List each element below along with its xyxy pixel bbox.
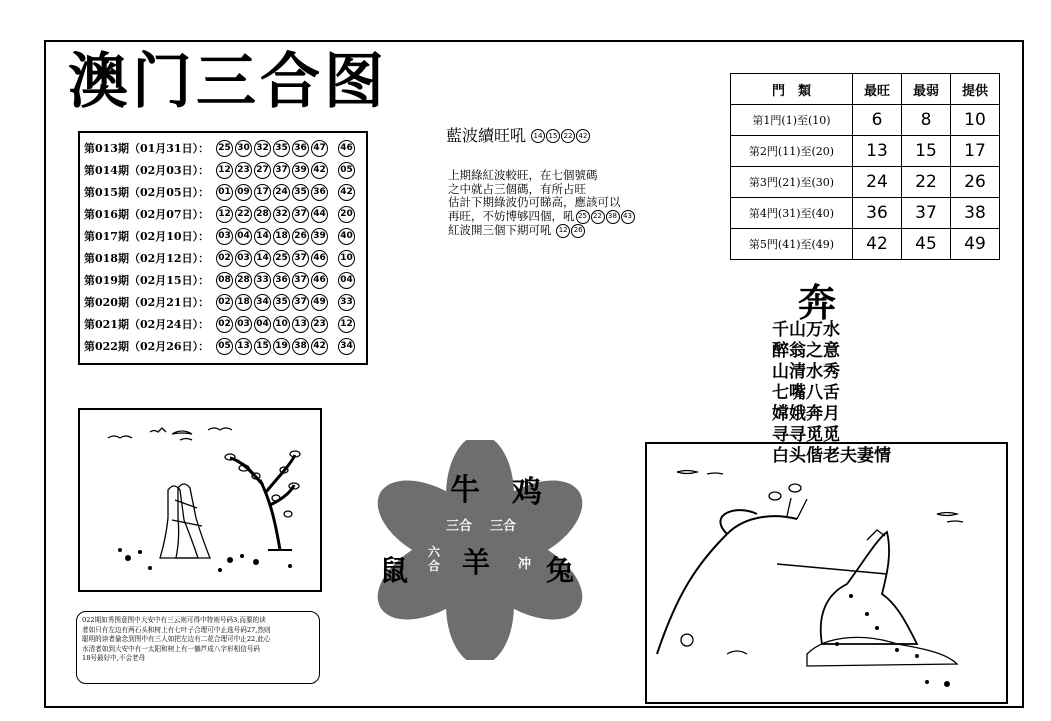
draw-row [84, 159, 362, 181]
number-ball: 46 [311, 250, 328, 267]
number-ball: 18 [273, 228, 290, 245]
draw-label: 第017期（02月10日）： [84, 230, 210, 243]
door-max: 36 [853, 198, 902, 229]
number-ball: 12 [216, 206, 233, 223]
draw-row [84, 313, 362, 335]
door-header-offer: 提供 [951, 74, 1000, 105]
draw-balls [216, 294, 355, 311]
draw-label: 第018期（02月12日）： [84, 252, 210, 265]
number-ball: 22 [235, 206, 252, 223]
door-row [731, 167, 1000, 198]
number-ball: 13 [235, 338, 252, 355]
draw-balls [216, 250, 355, 267]
number-ball: 28 [235, 272, 252, 289]
number-ball: 42 [311, 338, 328, 355]
number-ball: 42 [311, 162, 328, 179]
draw-row [84, 225, 362, 247]
paragraph-line-text: 紅波開三個下期可吼 [448, 222, 552, 237]
number-ball: 37 [292, 272, 309, 289]
number-ball: 03 [216, 228, 233, 245]
number-ball: 46 [311, 272, 328, 289]
door-header-category: 門 類 [731, 74, 853, 105]
poem-line: 寻寻觅觅 [772, 425, 840, 445]
draw-row [84, 335, 362, 357]
number-ball: 32 [273, 206, 290, 223]
door-offer: 10 [951, 105, 1000, 136]
door-row [731, 229, 1000, 260]
door-table [730, 73, 1000, 260]
number-ball: 35 [273, 294, 290, 311]
number-ball: 17 [254, 184, 271, 201]
door-header-max: 最旺 [853, 74, 902, 105]
zodiac-rat: 鼠 [380, 554, 409, 587]
door-row [731, 136, 1000, 167]
notice-box [76, 611, 320, 684]
number-ball: 34 [254, 294, 271, 311]
number-ball: 35 [292, 184, 309, 201]
draw-label: 第015期（02月05日）： [84, 186, 210, 199]
number-ball: 22 [591, 210, 605, 224]
draw-label: 第020期（02月21日）： [84, 296, 210, 309]
door-max: 13 [853, 136, 902, 167]
special-number-ball: 05 [338, 162, 355, 179]
notice-line: 022期如秀图意图中大安中有三云则可得中特则号码3,而要的读 [82, 616, 266, 624]
door-max: 6 [853, 105, 902, 136]
number-ball: 33 [254, 272, 271, 289]
flower-drawing [350, 440, 610, 660]
number-ball: 02 [216, 316, 233, 333]
number-ball: 14 [254, 250, 271, 267]
number-ball: 23 [311, 316, 328, 333]
draw-balls [216, 162, 355, 179]
number-ball: 35 [273, 140, 290, 157]
paragraph-line-text: 再旺，不妨博够四個，吼 [448, 208, 575, 223]
special-number-ball: 33 [338, 294, 355, 311]
special-number-ball: 20 [338, 206, 355, 223]
headline [446, 123, 590, 146]
zodiac-flower [350, 440, 610, 660]
special-number-ball: 40 [338, 228, 355, 245]
number-ball: 14 [254, 228, 271, 245]
number-ball: 19 [273, 338, 290, 355]
number-ball: 25 [273, 250, 290, 267]
number-ball: 27 [254, 162, 271, 179]
door-range: 第3門(21)至(30) [731, 167, 853, 198]
number-ball: 18 [235, 294, 252, 311]
paragraph-line: 上期綠紅波較旺，在七個號碼 [448, 168, 598, 182]
paragraph-balls [555, 223, 585, 237]
door-min: 8 [902, 105, 951, 136]
door-min: 45 [902, 229, 951, 260]
poem-line: 醉翁之意 [772, 341, 840, 361]
notice-line: 聪明的读者偷念到图中有三人如把左边有二花合理可中止22,此心 [82, 635, 271, 644]
number-ball: 42 [576, 129, 590, 143]
liuhe-char: 六 [428, 545, 441, 559]
door-range: 第1門(1)至(10) [731, 105, 853, 136]
notice-line: 水清者如到大安中有一太阳和树上有一躺芦成八字形相信号码 [82, 644, 261, 653]
special-number-ball: 46 [338, 140, 355, 157]
number-ball: 12 [556, 224, 570, 238]
number-ball: 15 [546, 129, 560, 143]
number-ball: 38 [606, 210, 620, 224]
door-max: 24 [853, 167, 902, 198]
sanhe-label-2: 三合 [490, 519, 517, 534]
number-ball: 39 [311, 228, 328, 245]
number-ball: 30 [235, 140, 252, 157]
door-offer: 38 [951, 198, 1000, 229]
door-min: 22 [902, 167, 951, 198]
draw-label: 第021期（02月24日）： [84, 318, 210, 331]
number-ball: 03 [235, 316, 252, 333]
door-row [731, 105, 1000, 136]
draw-balls [216, 272, 355, 289]
headline-text: 藍波續旺吼 [446, 126, 527, 145]
special-number-ball: 42 [338, 184, 355, 201]
illustration-couple-tree [78, 408, 322, 592]
number-ball: 37 [273, 162, 290, 179]
number-ball: 36 [292, 140, 309, 157]
draw-row [84, 181, 362, 203]
draw-label: 第016期（02月07日）： [84, 208, 210, 221]
number-ball: 26 [571, 224, 585, 238]
number-ball: 24 [273, 184, 290, 201]
number-ball: 13 [292, 316, 309, 333]
paragraph-line: 估計下期綠波仍可睇高，應該可以 [448, 195, 621, 209]
door-offer: 49 [951, 229, 1000, 260]
number-ball: 25 [576, 210, 590, 224]
number-ball: 15 [254, 338, 271, 355]
number-ball: 04 [235, 228, 252, 245]
zodiac-ox: 牛 [450, 473, 480, 508]
number-ball: 37 [292, 250, 309, 267]
door-max: 42 [853, 229, 902, 260]
headline-balls [530, 125, 590, 144]
draw-history-box [78, 131, 368, 365]
number-ball: 36 [311, 184, 328, 201]
number-ball: 39 [292, 162, 309, 179]
door-min: 15 [902, 136, 951, 167]
number-ball: 36 [273, 272, 290, 289]
liuhe-label [428, 544, 441, 573]
draw-balls [216, 184, 355, 201]
number-ball: 47 [311, 140, 328, 157]
door-offer: 26 [951, 167, 1000, 198]
draw-balls [216, 206, 355, 223]
poem-line: 白头偕老夫妻情 [772, 446, 891, 466]
draw-balls [216, 140, 355, 157]
draw-balls [216, 228, 355, 245]
zodiac-goat: 羊 [462, 546, 491, 579]
draw-label: 第013期（01月31日）： [84, 142, 210, 155]
illustration-fisherman [645, 442, 1008, 704]
number-ball: 37 [292, 206, 309, 223]
special-number-ball: 34 [338, 338, 355, 355]
special-number-ball: 10 [338, 250, 355, 267]
number-ball: 23 [235, 162, 252, 179]
number-ball: 05 [216, 338, 233, 355]
sanhe-label-1: 三合 [446, 519, 473, 534]
poem-line: 山清水秀 [772, 362, 840, 382]
number-ball: 44 [311, 206, 328, 223]
poem-line: 嫦娥奔月 [772, 404, 840, 424]
door-range: 第4門(31)至(40) [731, 198, 853, 229]
door-range: 第2門(11)至(20) [731, 136, 853, 167]
number-ball: 02 [216, 294, 233, 311]
paragraph-line [448, 224, 688, 238]
paragraph-line: 之中就占三個碼，有所占旺 [448, 181, 586, 196]
poem-line: 七嘴八舌 [772, 383, 840, 403]
couple-tree-drawing [80, 410, 320, 590]
draw-label: 第019期（02月15日）： [84, 274, 210, 287]
number-ball: 14 [531, 129, 545, 143]
paragraph-line [448, 210, 688, 224]
number-ball: 12 [216, 162, 233, 179]
door-offer: 17 [951, 136, 1000, 167]
door-min: 37 [902, 198, 951, 229]
draw-label: 第022期（02月26日）： [84, 340, 210, 353]
door-range: 第5門(41)至(49) [731, 229, 853, 260]
number-ball: 09 [235, 184, 252, 201]
special-number-ball: 04 [338, 272, 355, 289]
draw-row [84, 269, 362, 291]
number-ball: 43 [621, 210, 635, 224]
zodiac-rooster: 鸡 [512, 475, 542, 510]
number-ball: 22 [561, 129, 575, 143]
big-character: 奔 [798, 280, 837, 325]
number-ball: 25 [216, 140, 233, 157]
notice-line: 18号最好中,不会老母 [82, 654, 146, 663]
door-row [731, 198, 1000, 229]
chong-label: 冲 [518, 557, 532, 572]
poem-line: 千山万水 [772, 320, 840, 340]
draw-row [84, 203, 362, 225]
page-title: 澳门三合图 [68, 47, 388, 117]
draw-balls [216, 316, 355, 333]
number-ball: 26 [292, 228, 309, 245]
number-ball: 04 [254, 316, 271, 333]
analysis-paragraph [448, 169, 688, 238]
zodiac-rabbit: 兔 [546, 554, 575, 587]
fisherman-drawing [647, 444, 1006, 702]
draw-label: 第014期（02月03日）： [84, 164, 210, 177]
door-header-min: 最弱 [902, 74, 951, 105]
number-ball: 49 [311, 294, 328, 311]
number-ball: 01 [216, 184, 233, 201]
paragraph-balls [575, 209, 635, 223]
number-ball: 02 [216, 250, 233, 267]
special-number-ball: 12 [338, 316, 355, 333]
draw-row [84, 137, 362, 159]
draw-row [84, 291, 362, 313]
draw-row [84, 247, 362, 269]
liuhe-char: 合 [428, 559, 441, 573]
number-ball: 32 [254, 140, 271, 157]
number-ball: 10 [273, 316, 290, 333]
notice-line: 者如只有左边有两石头和树上有七叶子合理可中止选号码27,然则 [82, 625, 271, 634]
draw-balls [216, 338, 355, 355]
number-ball: 03 [235, 250, 252, 267]
number-ball: 37 [292, 294, 309, 311]
number-ball: 08 [216, 272, 233, 289]
number-ball: 38 [292, 338, 309, 355]
number-ball: 28 [254, 206, 271, 223]
